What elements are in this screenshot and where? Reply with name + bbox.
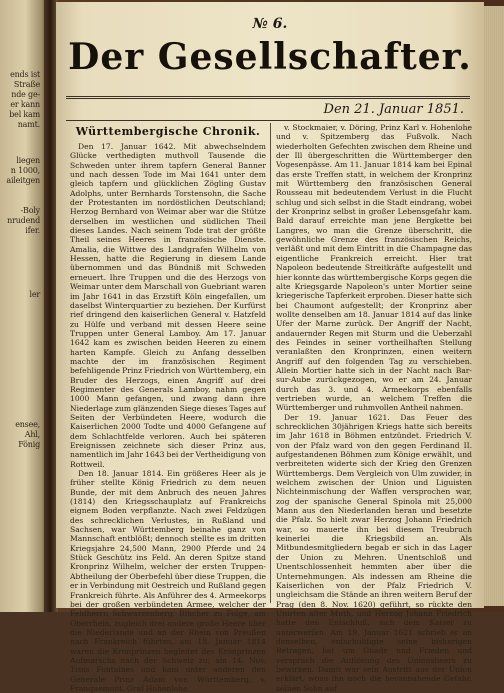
left-column [70,123,266,693]
previous-page-edge [0,0,46,612]
prev-line: namt. [17,120,40,129]
article-paragraph: Den 18. Januar 1814. Ein größeres Heer als je früher stellte König Friedrich zu dem neuen Bunde, der mit dem Anbruch des neuen Jahres (1814) den Kriegsschauplatz auf Frankreichs eignem Boden verpflanzte. Nach zwei Feldzügen des schrecklichen Verlustes, in Rußland und Sachsen, war Württemberg beinahe ganz von Mannschaft entblößt; dennoch stellte es im dritten Kriegsjahre 24,500 Mann, 2900 Pferde und 24 Stück Geschütz ins Feld. An deren Spitze stand Kronprinz Wilhelm, welcher der ersten Truppen-Abtheilung der Oberbefehl über diese Truppen, die er in Verbindung mit Oestreich und Rußland gegen Frankreich führte. Als Anführer des 4. Armeekorps bei der großen verbündeten Armee, welcher der Feldherrn Schwarzenberg, Blücher zu Folge, am Oberrhein, zugleich drei andere große Heere über die Niederlande und an der Rhein von Preußen nach Frankreich führten, am 18. Januar 1814 waren die Kronprinzen begleitet des Kronprinzen Aufmarschs nach der Schweiz zu; am 14. Nov. Trois Fontaines und kam unter anderen den Generale Prinz Adam von Württemberg, v. Franquemont, Graf Hohenlohe. [70,469,266,693]
page-edges [484,6,504,606]
right-column [276,123,472,693]
prev-line: ler [29,290,40,299]
prev-line: Fönig [18,440,40,449]
prev-line: ends ist [10,70,40,79]
prev-line: -Boly [20,206,40,215]
prev-line: Straße [13,80,40,89]
masthead-rule [66,96,470,99]
column-divider [270,123,271,603]
issue-number: № 6. [252,16,288,32]
prev-line: aileitgen [6,176,40,185]
prev-line: n 1000, [10,166,40,175]
article-paragraph: v. Stockmaier, v. Döring, Prinz Karl v. Hohenlohe und v. Spitzemberg das Fußvolk. Nach wiederholten Gefechten zwischen dem Rheine und der Ill übergeschritten die Württemberger den Vogesenpässe. Am 11. Januar 1814 kam bei Epinal das erste Treffen statt, in welchem der Kronprinz mit Württemberg den französischen General Rousseau mit bedeutendem Verlust in die Flucht schlug und sich selbst in die Stadt eindrang, wobei der Kronprinz selbst in großer Lebensgefahr kam. Bald darauf erreichte man jene Bergkette bei Langres, wo man die Grenze überschritt, die gewöhnliche Grenze des französischen Reichs, verläßt und mit dem Eintritt in die Champagne das eigentliche Frankreich erreicht. Hier trat Napoleon bedeutende Streitkräfte aufgestellt und hier konnte das württembergische Korps gegen die alte Kriegsgarde Napoleon's unter Mortier seine kriegerische Tapferkeit erproben. Dieser hatte sich bei Chaumont aufgestellt; der Kronprinz aber wollte denselben am 18. Januar 1814 auf das linke Ufer der Marne zurück. Der Angriff der Nacht, andauernder Regen mit Sturm und die Ueberzahl des Feindes in seiner vortheilhaften Stellung veranlaßten den Kronprinzen, einen weitern Angriff auf den folgenden Tag zu verschieben. Allein Mortier hatte sich in der Nacht nach Bar-sur-Aube zurückgezogen, wo er am 24. Januar durch das 3. und 4. Armeekorps ebenfalls vertrieben wurde, an welchem Treffen die Württemberger und ruhmvollen Antheil nahmen. [276,123,472,413]
article-paragraph: Den 17. Januar 1642. Mit abwechselndem Glücke verthedigten muthvoll Tausende die Schweden unter ihrem tapfern General Banner und nach dessen Tode im Mai 1641 unter dem gleich tapfern und glücklichen Zögling Gustav Adolphs, unter Bernhards Torstensohn, die Sache der Protestanten im nordöstlichen Deutschland; Herzog Bernhard von Weimar aber war die Stütze derselben im westlichen und südlichen Theil dieses Landes. Nach seinem Tode trat der größte Theil seines Heeres in französische Dienste. Amalia, die Wittwe des Landgrafen Wilhelm von Hessen, hatte die Regierung in diesem Lande übernommen und das Bündniß mit Schweden erneuert. Ihre Truppen und die des Herzogs von Weimar unter dem Marschall von Guebriant waren im Jahr 1641 in das Erzstift Köln eingefallen, um daselbst Winterquartier zu beziehen. Der Kurfürst rief dringend den kaiserlichen General v. Hatzfeld zu Hülfe und verband mit dessen Heere seine Truppen unter General Lamboy. Am 17. Januar 1642 kam es zwischen beiden Heeren zu einem harten Kampfe. Gleich zu Anfang desselben machte der im französischen Regiment befehligende Prinz Friedrich von Württemberg, ein Bruder des Herzogs, einen Angriff auf drei Regimenter des Generals Lamboy, nahm gegen 1000 Mann gefangen, und zwang dann ihre Niederlage zum glänzenden Siege dieses Tages auf Seiten der Verbündeten Heere, wodurch die Kaiserlichen 2000 Todte und 4000 Gefangene auf dem Schlachtfelde verloren. Auch bei späteren Ereignissen zeichnete sich dieser Prinz aus, namentlich im Jahr 1643 bei der Vertheidigung von Rottweil. [70,142,266,469]
prev-line: nde ge- [11,90,40,99]
issue-date: Den 21. Januar 1851. [323,102,464,117]
section-title: Württembergische Chronik. [75,125,261,138]
prev-line: er kann [10,100,40,109]
prev-line: ensee, [15,420,40,429]
prev-line: nrudend [7,216,40,225]
prev-line: bel kam [9,110,40,119]
prev-line: ifer. [25,226,40,235]
newspaper-page [56,2,484,693]
article-paragraph: Der 19. Januar 1621. Das Feuer des schrecklichen 30jährigen Kriegs hatte sich bereits im Jahr 1618 in Böhmen entzündet. Friedrich V. von der Pfalz ward von den gegen Ferdinand II. aufgestandenen Böhmen zum Könige erwählt, und verbreiteten widerte sich der Krieg den Grenzen Württembergs. Dem Vergleich von Ulm zuwider, in welchem zwischen der Union und Liguisten Nichteinmischung der Waffen versprochen war, zog der spanische General Spinola mit 25,000 Mann aus den Niederlanden heran und besetzte die Pfalz. So hielt zwar Herzog Johann Friedrich war, so mauerte ihn bei diesem Treubruch keinerlei die Kriegsbild an. Als Mitbundesmitgliedern begab er sich in das Lager der Union zu Mehren. Unentschloß und Unentschlossenheit hemmten aber über die Unternehmungen. Als indessen am Rheine die Kaiserlichen von der Pfalz Friedrich V. ungleichsam die Stände an ihren weitern Beruf der Prag (den 8. Nov. 1620) geführt, so rückte den Unirten alter Muth, und Herzog Johann Friedrich hatte den Entschluß, sich dem Kaiser zu unterwerfen. Am 19. Januar 1621 schrieb er an denselben, entschuldigte seine bisherigen Betragen, bat um Gnade und Frieden und versprach die Auflösung des Unionsheers zu bewirken. Damit war sein Austritt aus der Union erklärt, wozu ihn noch die herannahende Gefahr, seinen Sohn auf [276,412,472,693]
masthead-title: Der Gesellschafter. [68,36,472,78]
date-rule [66,120,470,121]
prev-line: liegen [16,156,40,165]
prev-line: Ahl, [24,430,40,439]
